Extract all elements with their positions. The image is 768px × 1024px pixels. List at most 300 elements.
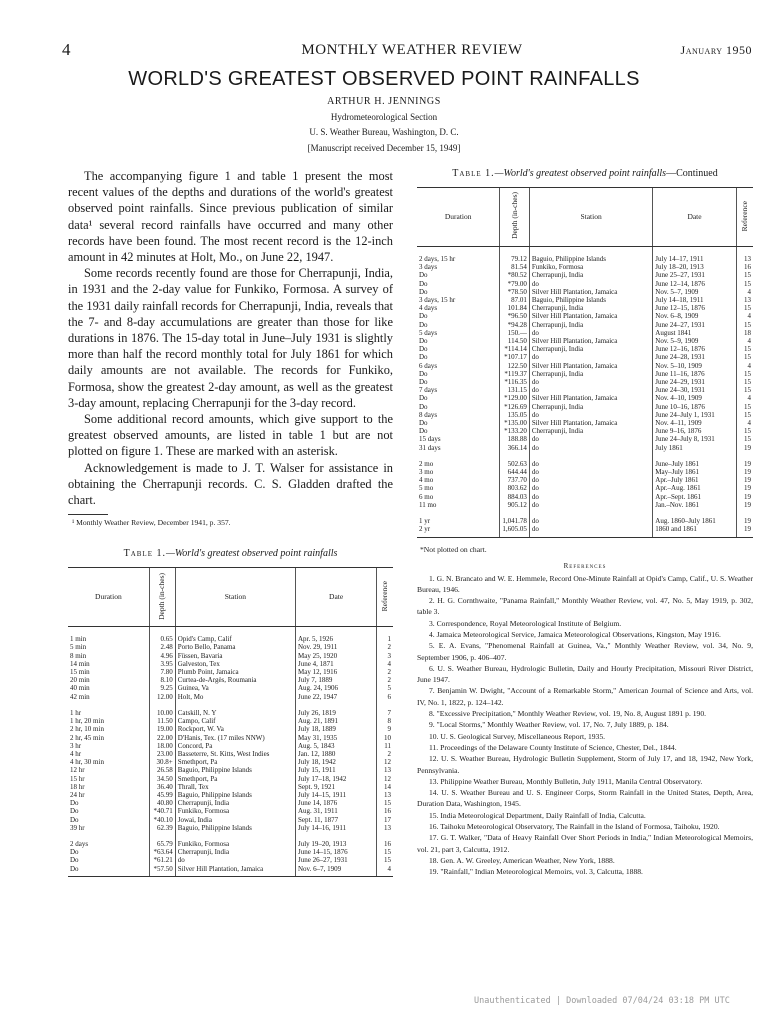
cell-duration: 4 mo	[419, 476, 434, 485]
reference-item: 16. Taihoku Meteorological Observatory, The Rainfall in the Island of Formosa, Taihoku, 1920.	[429, 822, 720, 832]
reference-item: 14. U. S. Weather Bureau and U. S. Engineer Corps, Storm Rainfall in the United States, Depth, Area, Duration Data, Washington, 1945.	[417, 788, 753, 809]
cell-depth: 45.99	[149, 791, 175, 799]
table-row	[417, 493, 753, 501]
cell-depth: 26.58	[149, 766, 175, 774]
spacer-cell	[68, 701, 149, 709]
journal-name: MONTHLY WEATHER REVIEW	[301, 42, 523, 58]
cell-date: May 12, 1916	[296, 668, 377, 676]
cell-duration: 12 hr	[70, 766, 85, 775]
cell-station: Silver Hill Plantation, Jamaica	[175, 865, 295, 877]
cell-depth: *107.17	[500, 353, 530, 361]
cell-date: July 14–16, 1911	[296, 824, 377, 832]
table-row	[417, 427, 753, 435]
cell-reference: 19	[736, 468, 753, 476]
table-row	[417, 525, 753, 537]
cell-station: Cherrapunji, India	[175, 848, 295, 856]
cell-depth: 884.03	[500, 493, 530, 501]
table-row	[68, 709, 393, 717]
cell-reference: 15	[377, 799, 393, 807]
cell-date: July 15, 1911	[296, 766, 377, 774]
cell-date: June 22, 1947	[296, 693, 377, 701]
cell-station: do	[529, 476, 652, 484]
cell-reference: 18	[736, 329, 753, 337]
institution: U. S. Weather Bureau, Washington, D. C.	[309, 127, 459, 137]
reference-item: 18. Gen. A. W. Greeley, American Weather, New York, 1888.	[429, 855, 615, 865]
cell-station: Basseterre, St. Kitts, West Indies	[175, 750, 295, 758]
cell-depth: 188.88	[500, 435, 530, 443]
cell-station: Rockport, W. Va	[175, 725, 295, 733]
cell-duration: 2 days, 15 hr	[419, 255, 456, 263]
cell-date: Sept. 9, 1921	[296, 783, 377, 791]
cell-reference: 13	[736, 247, 753, 264]
table-row	[68, 799, 393, 807]
cell-depth: *61.21	[149, 856, 175, 864]
affiliation: Hydrometeorological Section	[330, 111, 438, 122]
table-row	[68, 816, 393, 824]
cell-station: Jowai, India	[175, 816, 295, 824]
cell-station: do	[175, 856, 295, 864]
cell-date: July 14–17, 1911	[653, 247, 737, 264]
cell-station: do	[529, 525, 652, 537]
cell-station: do	[529, 517, 652, 525]
table-row	[417, 370, 753, 378]
cell-date: June 10–16, 1876	[653, 403, 737, 411]
cell-reference: 15	[736, 378, 753, 386]
cell-date: Nov. 6–8, 1909	[653, 312, 737, 320]
cell-station: do	[529, 329, 652, 337]
cell-date: 1860 and 1861	[653, 525, 737, 537]
cell-station: Curtea-de-Argès, Roumania	[175, 676, 295, 684]
references-heading: References	[563, 561, 607, 570]
spacer-cell	[417, 509, 500, 517]
spacer-cell	[296, 832, 377, 840]
cell-depth: 22.00	[149, 734, 175, 742]
table-label: Table 1.	[452, 168, 495, 179]
table-row	[68, 676, 393, 684]
cell-duration: Do	[70, 807, 79, 816]
cell-depth: 502.63	[500, 460, 530, 468]
cell-depth: 101.84	[500, 304, 530, 312]
cell-reference: 15	[736, 386, 753, 394]
cell-depth: 9.25	[149, 684, 175, 692]
article-title: WORLD'S GREATEST OBSERVED POINT RAINFALLS	[128, 68, 640, 90]
cell-depth: 644.44	[500, 468, 530, 476]
spacer-cell	[68, 832, 149, 840]
references-list	[417, 573, 753, 878]
cell-depth: *57.50	[149, 865, 175, 877]
cell-reference: 4	[736, 394, 753, 402]
cell-date: Aug. 31, 1911	[296, 807, 377, 815]
cell-date: June 4, 1871	[296, 660, 377, 668]
cell-date: July 7, 1889	[296, 676, 377, 684]
cell-reference: 4	[736, 337, 753, 345]
table-label: Table 1.	[123, 548, 166, 560]
cell-reference: 9	[377, 725, 393, 733]
paragraph: Some records recently found are those for Cherrapunji, India, in 1931 and the 2-day value for Funkiko, Formosa. A survey of the 1931 daily rainfall records for Cherrapunji, India, reveals that the 7- and 8-day accumulations are greater than those for like durations in 1876. The 15-day total in June–July 1931 is slightly more than half the record monthly total for July 1861 for which daily amounts are not available. The records for Funkiko, Formosa, show the greatest 2-day amount, as well as the greatest 3-day amount, replacing Cherrapunji for the 3-day record.	[68, 266, 393, 410]
cell-depth: 366.14	[500, 444, 530, 452]
cell-date: July 14–15, 1911	[296, 791, 377, 799]
cell-date: Jan.–Nov. 1861	[653, 501, 737, 509]
cell-station: do	[529, 444, 652, 452]
cell-duration: 42 min	[70, 692, 90, 701]
table-row	[68, 807, 393, 815]
cell-reference: 4	[377, 865, 393, 877]
cell-station: do	[529, 386, 652, 394]
cell-duration: 3 days	[419, 263, 438, 272]
cell-reference: 2	[377, 643, 393, 651]
cell-reference: 15	[736, 403, 753, 411]
cell-duration: 18 hr	[70, 782, 85, 791]
group-spacer	[68, 701, 393, 709]
cell-reference: 15	[736, 435, 753, 443]
cell-duration: 2 mo	[419, 459, 434, 468]
cell-reference: 17	[377, 816, 393, 824]
cell-depth: 0.65	[149, 627, 175, 644]
cell-duration: 40 min	[70, 684, 90, 693]
cell-duration: Do	[419, 271, 428, 280]
cell-date: June 14, 1876	[296, 799, 377, 807]
table-row	[417, 263, 753, 271]
cell-duration: Do	[419, 320, 428, 329]
table-row	[417, 394, 753, 402]
table-row	[417, 304, 753, 312]
table-row	[417, 280, 753, 288]
table-row	[417, 362, 753, 370]
cell-depth: 19.00	[149, 725, 175, 733]
cell-station: Concord, Pa	[175, 742, 295, 750]
table-row	[417, 296, 753, 304]
table-row	[68, 643, 393, 651]
column-header-depth: Depth (in-ches)	[149, 568, 175, 627]
column-header-duration: Duration	[68, 568, 149, 627]
download-watermark: Unauthenticated | Downloaded 07/04/24 03:18 PM UTC	[474, 996, 730, 1006]
cell-duration: Do	[419, 402, 428, 411]
cell-duration: 3 hr	[70, 741, 82, 750]
reference-item: 11. Proceedings of the Delaware County Institute of Science, Chester, Del., 1844.	[429, 742, 677, 752]
footnote-divider	[68, 514, 108, 515]
author-name: ARTHUR H. JENNINGS	[327, 96, 441, 107]
cell-duration: Do	[419, 312, 428, 321]
cell-duration: 8 min	[70, 651, 87, 660]
cell-depth: 23.00	[149, 750, 175, 758]
spacer-cell	[736, 509, 753, 517]
author-block	[0, 94, 768, 156]
group-spacer	[417, 509, 753, 517]
cell-duration: 1 hr, 20 min	[70, 717, 104, 726]
cell-reference: 4	[736, 419, 753, 427]
cell-station: Silver Hill Plantation, Jamaica	[529, 394, 652, 402]
cell-duration: Do	[419, 394, 428, 403]
cell-duration: 1 min	[70, 635, 87, 644]
cell-date: Nov. 4–11, 1909	[653, 419, 737, 427]
reference-item: 6. U. S. Weather Bureau, Hydrologic Bulletin, Daily and Hourly Precipitation, Missouri River District, June 1947.	[417, 663, 753, 685]
table-row	[68, 750, 393, 758]
cell-depth: *119.37	[500, 370, 530, 378]
spacer-cell	[149, 832, 175, 840]
continued-label: —Continued	[666, 168, 718, 179]
cell-reference: 2	[377, 676, 393, 684]
table-row	[417, 484, 753, 492]
cell-depth: *96.50	[500, 312, 530, 320]
cell-depth: 3.95	[149, 660, 175, 668]
cell-station: Cherrapunji, India	[529, 403, 652, 411]
cell-depth: *63.64	[149, 848, 175, 856]
table-row	[417, 288, 753, 296]
running-head	[62, 40, 762, 60]
cell-duration: 11 mo	[419, 500, 437, 509]
spacer-cell	[529, 509, 652, 517]
cell-duration: 2 hr, 45 min	[70, 733, 104, 742]
cell-depth: 1,605.05	[500, 525, 530, 537]
column-header-date: Date	[653, 188, 737, 247]
cell-reference: 13	[377, 766, 393, 774]
reference-item: 5. E. A. Evans, "Phenomenal Rainfall at Guinea, Va.," Monthly Weather Review, vol. 34, No. 9, September 1906, p. 406–407.	[417, 641, 753, 662]
reference-item: 8. "Excessive Precipitation," Monthly Weather Review, vol. 19, No. 8, August 1891 p. 190.	[429, 709, 707, 719]
cell-depth: *94.28	[500, 321, 530, 329]
cell-duration: Do	[68, 865, 149, 877]
cell-reference: 15	[736, 370, 753, 378]
cell-date: July 18, 1889	[296, 725, 377, 733]
spacer-cell	[500, 452, 530, 460]
cell-duration: 24 hr	[70, 790, 85, 799]
cell-station: do	[529, 484, 652, 492]
left-column	[68, 168, 393, 877]
table-note: *Not plotted on chart.	[420, 544, 487, 554]
spacer-cell	[377, 832, 393, 840]
cell-station: Funkiko, Formosa	[529, 263, 652, 271]
reference-item: 15. India Meteorological Department, Daily Rainfall of India, Calcutta.	[429, 810, 646, 820]
cell-date: June 24–July 8, 1931	[653, 435, 737, 443]
table-row	[417, 321, 753, 329]
cell-duration: 31 days	[419, 443, 441, 452]
cell-station: Opid's Camp, Calif	[175, 627, 295, 644]
table-caption-text: —World's greatest observed point rainfalls	[165, 548, 338, 560]
cell-date: Jan. 12, 1880	[296, 750, 377, 758]
cell-depth: *133.20	[500, 427, 530, 435]
cell-duration: 4 hr	[70, 749, 82, 758]
cell-depth: 7.80	[149, 668, 175, 676]
cell-reference: 7	[377, 709, 393, 717]
cell-depth: 65.79	[149, 840, 175, 848]
cell-date: June 25–27, 1931	[653, 271, 737, 279]
table-row	[417, 468, 753, 476]
cell-reference: 19	[736, 444, 753, 452]
cell-date: June 12–14, 1876	[653, 280, 737, 288]
cell-reference: 19	[736, 484, 753, 492]
cell-date: July 19–20, 1913	[296, 840, 377, 848]
cell-station: Smethport, Pa	[175, 758, 295, 766]
cell-reference: 19	[736, 460, 753, 468]
table-row	[417, 460, 753, 468]
cell-depth: 8.10	[149, 676, 175, 684]
cell-reference: 19	[736, 501, 753, 509]
cell-duration: 8 days	[419, 410, 438, 419]
cell-reference: 1	[377, 627, 393, 644]
cell-depth: 114.50	[500, 337, 530, 345]
cell-depth: 40.80	[149, 799, 175, 807]
cell-date: August 1841	[653, 329, 737, 337]
cell-depth: *114.14	[500, 345, 530, 353]
cell-reference: 19	[736, 517, 753, 525]
paragraph: The accompanying figure 1 and table 1 present the most recent values of the depths and durations of the world's greatest observed point rainfalls. Since previous publication of similar data¹ several record rainfalls have occurred and many other records have been found. The most recent record is the 12-inch amount in 42 minutes at Holt, Mo., on June 22, 1947.	[68, 169, 393, 265]
cell-depth: *78.50	[500, 288, 530, 296]
cell-duration: 3 days, 15 hr	[419, 296, 456, 305]
cell-reference: 13	[377, 791, 393, 799]
cell-date: June–July 1861	[653, 460, 737, 468]
cell-duration: Do	[419, 353, 428, 362]
cell-station: Smethport, Pa	[175, 775, 295, 783]
cell-date: Nov. 5–7, 1909	[653, 288, 737, 296]
cell-reference: 19	[736, 525, 753, 537]
cell-station: Silver Hill Plantation, Jamaica	[529, 362, 652, 370]
cell-date: Apr.–July 1861	[653, 476, 737, 484]
group-spacer	[68, 832, 393, 840]
cell-reference: 15	[736, 353, 753, 361]
cell-date: June 12–15, 1876	[653, 304, 737, 312]
footnote: ¹ Monthly Weather Review, December 1941, p. 357.	[72, 518, 231, 528]
cell-reference: 6	[377, 693, 393, 701]
table-row	[68, 824, 393, 832]
cell-station: Baguio, Philippine Islands	[175, 766, 295, 774]
cell-duration: Do	[419, 378, 428, 387]
reference-item: 1. G. N. Brancato and W. E. Hemmele, Record One-Minute Rainfall at Opid's Camp, Calif., U. S. Weather Bureau, 1946.	[417, 573, 753, 594]
table-row	[68, 865, 393, 877]
spacer-cell	[653, 452, 737, 460]
cell-depth: *135.00	[500, 419, 530, 427]
cell-reference: 12	[377, 775, 393, 783]
cell-depth: 10.00	[149, 709, 175, 717]
reference-item: 2. H. G. Cornthwaite, "Panama Rainfall," Monthly Weather Review, vol. 47, No. 5, May 1919, p. 302, table 3.	[417, 596, 753, 617]
table-body	[68, 627, 393, 876]
table-row	[68, 668, 393, 676]
table-row	[417, 345, 753, 353]
cell-station: Silver Hill Plantation, Jamaica	[529, 288, 652, 296]
cell-duration: Do	[419, 427, 428, 436]
cell-station: Baguio, Philippine Islands	[175, 824, 295, 832]
cell-depth: 150.—	[500, 329, 530, 337]
cell-station: do	[529, 378, 652, 386]
cell-station: Füssen, Bavaria	[175, 652, 295, 660]
cell-depth: 12.00	[149, 693, 175, 701]
cell-depth: *79.00	[500, 280, 530, 288]
spacer-cell	[175, 832, 295, 840]
table-row	[417, 312, 753, 320]
reference-item: 9. "Local Storms," Monthly Weather Review, vol. 17, No. 7, July 1889, p. 184.	[429, 720, 669, 730]
cell-date: Aug. 5, 1843	[296, 742, 377, 750]
cell-date: June 26–27, 1931	[296, 856, 377, 864]
cell-date: Apr. 5, 1926	[296, 627, 377, 644]
cell-reference: 15	[736, 321, 753, 329]
cell-station: Cherrapunji, India	[529, 370, 652, 378]
cell-duration: Do	[419, 337, 428, 346]
cell-date: Nov. 5–9, 1909	[653, 337, 737, 345]
reference-item: 10. U. S. Geological Survey, Miscellaneous Report, 1935.	[429, 731, 606, 741]
table-caption-continued	[417, 168, 753, 179]
right-column	[417, 168, 753, 878]
table-body	[417, 247, 753, 538]
table-row	[417, 353, 753, 361]
cell-depth: 11.50	[149, 717, 175, 725]
cell-station: Cherrapunji, India	[529, 304, 652, 312]
cell-reference: 15	[736, 304, 753, 312]
table-row	[417, 378, 753, 386]
cell-date: June 24–28, 1931	[653, 353, 737, 361]
column-header-station: Station	[175, 568, 295, 627]
cell-station: Plumb Point, Jamaica	[175, 668, 295, 676]
table-row	[68, 791, 393, 799]
cell-reference: 13	[736, 296, 753, 304]
cell-station: Cherrapunji, India	[529, 271, 652, 279]
cell-depth: *129.00	[500, 394, 530, 402]
cell-date: Nov. 6–7, 1909	[296, 865, 377, 877]
cell-date: June 12–16, 1876	[653, 345, 737, 353]
manuscript-received: [Manuscript received December 15, 1949]	[307, 142, 461, 153]
cell-station: Galveston, Tex	[175, 660, 295, 668]
table-row	[417, 271, 753, 279]
reference-item: 13. Philippine Weather Bureau, Monthly Bulletin, July 1911, Manila Central Observatory.	[429, 776, 703, 786]
table-row	[68, 627, 393, 644]
cell-reference: 5	[377, 684, 393, 692]
cell-depth: 62.39	[149, 824, 175, 832]
cell-depth: *126.69	[500, 403, 530, 411]
cell-depth: 30.8+	[149, 758, 175, 766]
cell-station: Cherrapunji, India	[529, 427, 652, 435]
cell-date: Nov. 29, 1911	[296, 643, 377, 651]
cell-station: D'Hanis, Tex. (17 miles NNW)	[175, 734, 295, 742]
spacer-cell	[296, 701, 377, 709]
table-row	[417, 517, 753, 525]
cell-duration: 5 mo	[419, 484, 434, 493]
cell-duration: 6 days	[419, 361, 438, 370]
cell-reference: 13	[377, 824, 393, 832]
cell-reference: 16	[377, 840, 393, 848]
cell-duration: Do	[70, 815, 79, 824]
cell-duration: 5 days	[419, 328, 438, 337]
table-row	[68, 848, 393, 856]
cell-reference: 4	[736, 288, 753, 296]
cell-reference: 3	[377, 652, 393, 660]
reference-item: 4. Jamaica Meteorological Service, Jamaica Meteorological Observations, Kingston, May 1916.	[429, 629, 721, 639]
paragraph: Some additional record amounts, which give support to the greatest observed amounts, are listed in table 1 but are not plotted on figure 1. These are marked with an asterisk.	[68, 412, 393, 459]
cell-duration: 3 mo	[419, 468, 434, 477]
cell-station: do	[529, 468, 652, 476]
cell-station: do	[529, 280, 652, 288]
table-row	[68, 693, 393, 701]
cell-duration: 1 hr	[70, 708, 82, 717]
cell-depth: 79.12	[500, 247, 530, 264]
table-row	[68, 660, 393, 668]
cell-duration: 14 min	[70, 659, 90, 668]
cell-date: July 18–20, 1913	[653, 263, 737, 271]
cell-depth: 4.96	[149, 652, 175, 660]
table-row	[417, 411, 753, 419]
cell-depth: *116.35	[500, 378, 530, 386]
cell-station: Cherrapunji, India	[529, 321, 652, 329]
table-row	[417, 329, 753, 337]
cell-station: Silver Hill Plantation, Jamaica	[529, 419, 652, 427]
cell-duration: 2 hr, 10 min	[70, 725, 104, 734]
cell-station: do	[529, 501, 652, 509]
cell-reference: 15	[736, 427, 753, 435]
cell-reference: 14	[377, 783, 393, 791]
column-header-depth: Depth (in-ches)	[500, 188, 530, 247]
reference-item: 7. Benjamin W. Dwight, "Account of a Remarkable Storm," American Journal of Science and Arts, vol. IV, No. 1, 1822, p. 124–142.	[417, 686, 753, 707]
cell-duration: Do	[70, 799, 79, 808]
table-row	[417, 403, 753, 411]
cell-station: do	[529, 493, 652, 501]
table-row	[68, 783, 393, 791]
table-caption-text: —World's greatest observed point rainfalls	[494, 168, 667, 179]
